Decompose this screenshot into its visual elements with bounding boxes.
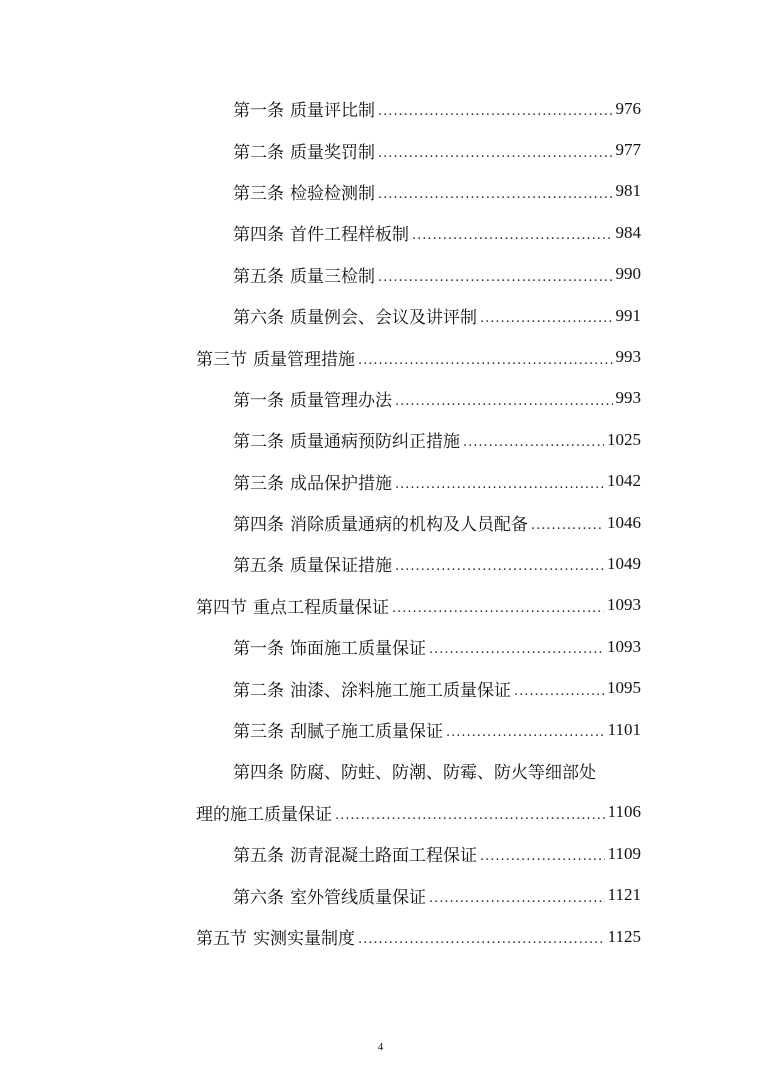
toc-entry-page: 1042 [607,471,641,491]
dot-leader [429,891,605,906]
toc-entry-label [233,220,409,245]
toc-entry-label [233,634,426,659]
toc-entry-number: 第三条 [233,473,284,494]
toc-entry-number: 第五条 [233,846,284,867]
toc-entry-title: 质量评比制 [290,101,375,122]
dot-leader [358,353,613,368]
dot-leader [378,187,613,202]
dot-leader [378,270,613,285]
toc-entry-title: 质量通病预防纠正措施 [290,432,460,453]
toc-entry[interactable] [0,171,641,212]
toc-entry-title: 质量管理办法 [290,390,392,411]
toc-entry-number: 第五条 [233,556,284,577]
toc-entry[interactable] [0,419,641,460]
toc-entry-page: 976 [615,98,641,118]
dot-leader [378,104,613,119]
toc-entry[interactable] [0,254,641,295]
toc-entry-title: 防腐、防蛀、防潮、防霉、防火等细部处 [290,763,596,784]
toc-entry-label [196,593,389,618]
toc-entry-number: 第二条 [233,680,284,701]
toc-entry-label [233,386,392,411]
dot-leader [378,146,613,161]
toc-entry[interactable] [0,709,641,750]
toc-entry-page: 984 [615,222,641,242]
toc-entry-title: 实测实量制度 [253,929,355,949]
toc-entry-page: 1095 [607,678,641,698]
table-of-contents [0,88,761,957]
toc-entry-label [196,924,355,949]
toc-entry-title: 油漆、涂料施工施工质量保证 [290,680,511,701]
toc-entry-label [233,427,460,452]
toc-entry-label [233,717,443,742]
toc-entry-number: 第一条 [233,639,284,660]
dot-leader [480,311,613,326]
toc-entry-page: 1093 [607,595,641,615]
toc-entry[interactable] [0,626,641,667]
dot-leader [514,684,604,699]
toc-entry-page: 977 [615,140,641,160]
toc-entry-number: 第五条 [233,266,284,287]
dot-leader [395,477,604,492]
toc-entry-title: 质量三检制 [290,266,375,287]
toc-entry-page: 1125 [607,926,641,946]
toc-entry-page: 1109 [607,843,641,863]
toc-entry[interactable] [0,750,641,791]
toc-entry-label [233,96,375,121]
toc-entry-label [233,551,392,576]
toc-entry-title: 理的施工质量保证 [196,804,332,825]
toc-entry-label [233,841,477,866]
toc-entry-label [196,800,332,825]
toc-entry-page: 981 [615,181,641,201]
toc-entry[interactable] [0,129,641,170]
toc-entry-label [233,469,392,494]
toc-entry-number: 第六条 [233,887,284,908]
toc-entry-label [233,883,426,908]
toc-entry[interactable] [0,833,641,874]
toc-entry-label [233,179,375,204]
toc-entry-title: 沥青混凝土路面工程保证 [290,846,477,867]
toc-entry-label [233,262,375,287]
toc-entry[interactable] [0,295,641,336]
toc-entry-page: 1046 [607,512,641,532]
toc-entry-label [233,510,528,535]
toc-entry[interactable] [0,461,641,502]
dot-leader [395,394,613,409]
toc-entry-number: 第六条 [233,308,284,329]
toc-entry-number: 第四节 [196,597,247,618]
toc-entry-label [233,138,375,163]
toc-entry-page: 1106 [607,802,641,822]
toc-entry-title: 质量保证措施 [290,556,392,577]
toc-entry-number: 第四条 [233,515,284,536]
toc-entry-page: 993 [615,347,641,367]
toc-entry-title: 室外管线质量保证 [290,887,426,908]
toc-entry-number: 第四条 [233,225,284,246]
dot-leader [395,559,604,574]
toc-entry-page: 1025 [607,429,641,449]
dot-leader [463,435,604,450]
toc-entry[interactable] [0,874,641,915]
toc-entry-title: 刮腻子施工质量保证 [290,722,443,743]
toc-entry-label [233,676,511,701]
toc-entry-number: 第四条 [233,763,284,784]
toc-entry-page: 1121 [607,885,641,905]
toc-entry-number: 第三条 [233,183,284,204]
toc-entry-title: 饰面施工质量保证 [290,639,426,660]
toc-entry[interactable] [0,336,641,377]
toc-entry-title: 首件工程样板制 [290,225,409,246]
toc-entry-number: 第一条 [233,390,284,411]
toc-entry-page: 990 [615,264,641,284]
toc-entry[interactable] [0,502,641,543]
toc-entry-label [196,345,355,370]
dot-leader [412,228,613,243]
toc-entry-page: 1093 [607,636,641,656]
dot-leader [358,932,605,947]
toc-entry-number: 第三节 [196,349,247,370]
toc-entry-number: 第五节 [196,929,247,949]
toc-entry[interactable] [0,543,641,584]
page-number: 4 [377,1041,384,1053]
dot-leader [480,849,605,864]
toc-entry-title: 质量例会、会议及讲评制 [290,308,477,329]
toc-entry-label [233,758,596,783]
toc-entry-number: 第三条 [233,722,284,743]
toc-entry-number: 第二条 [233,142,284,163]
toc-entry-page: 1101 [607,719,641,739]
toc-entry-page: 1049 [607,553,641,573]
dot-leader [392,601,604,616]
toc-entry-title: 检验检测制 [290,183,375,204]
toc-entry[interactable] [0,916,641,957]
dot-leader [446,725,605,740]
toc-entry-number: 第二条 [233,432,284,453]
toc-entry[interactable] [0,88,641,129]
toc-entry[interactable] [0,792,641,833]
dot-leader [429,642,604,657]
toc-entry-page: 991 [615,305,641,325]
toc-entry[interactable] [0,378,641,419]
toc-entry-title: 消除质量通病的机构及人员配备 [290,515,528,536]
toc-entry-number: 第一条 [233,101,284,122]
toc-entry-page: 993 [615,388,641,408]
toc-entry-label [233,303,477,328]
toc-entry-title: 重点工程质量保证 [253,597,389,618]
toc-entry[interactable] [0,585,641,626]
dot-leader [335,808,605,823]
toc-entry[interactable] [0,667,641,708]
toc-entry-title: 质量奖罚制 [290,142,375,163]
dot-leader [531,518,604,533]
toc-entry-title: 成品保护措施 [290,473,392,494]
toc-entry[interactable] [0,212,641,253]
toc-entry-title: 质量管理措施 [253,349,355,370]
